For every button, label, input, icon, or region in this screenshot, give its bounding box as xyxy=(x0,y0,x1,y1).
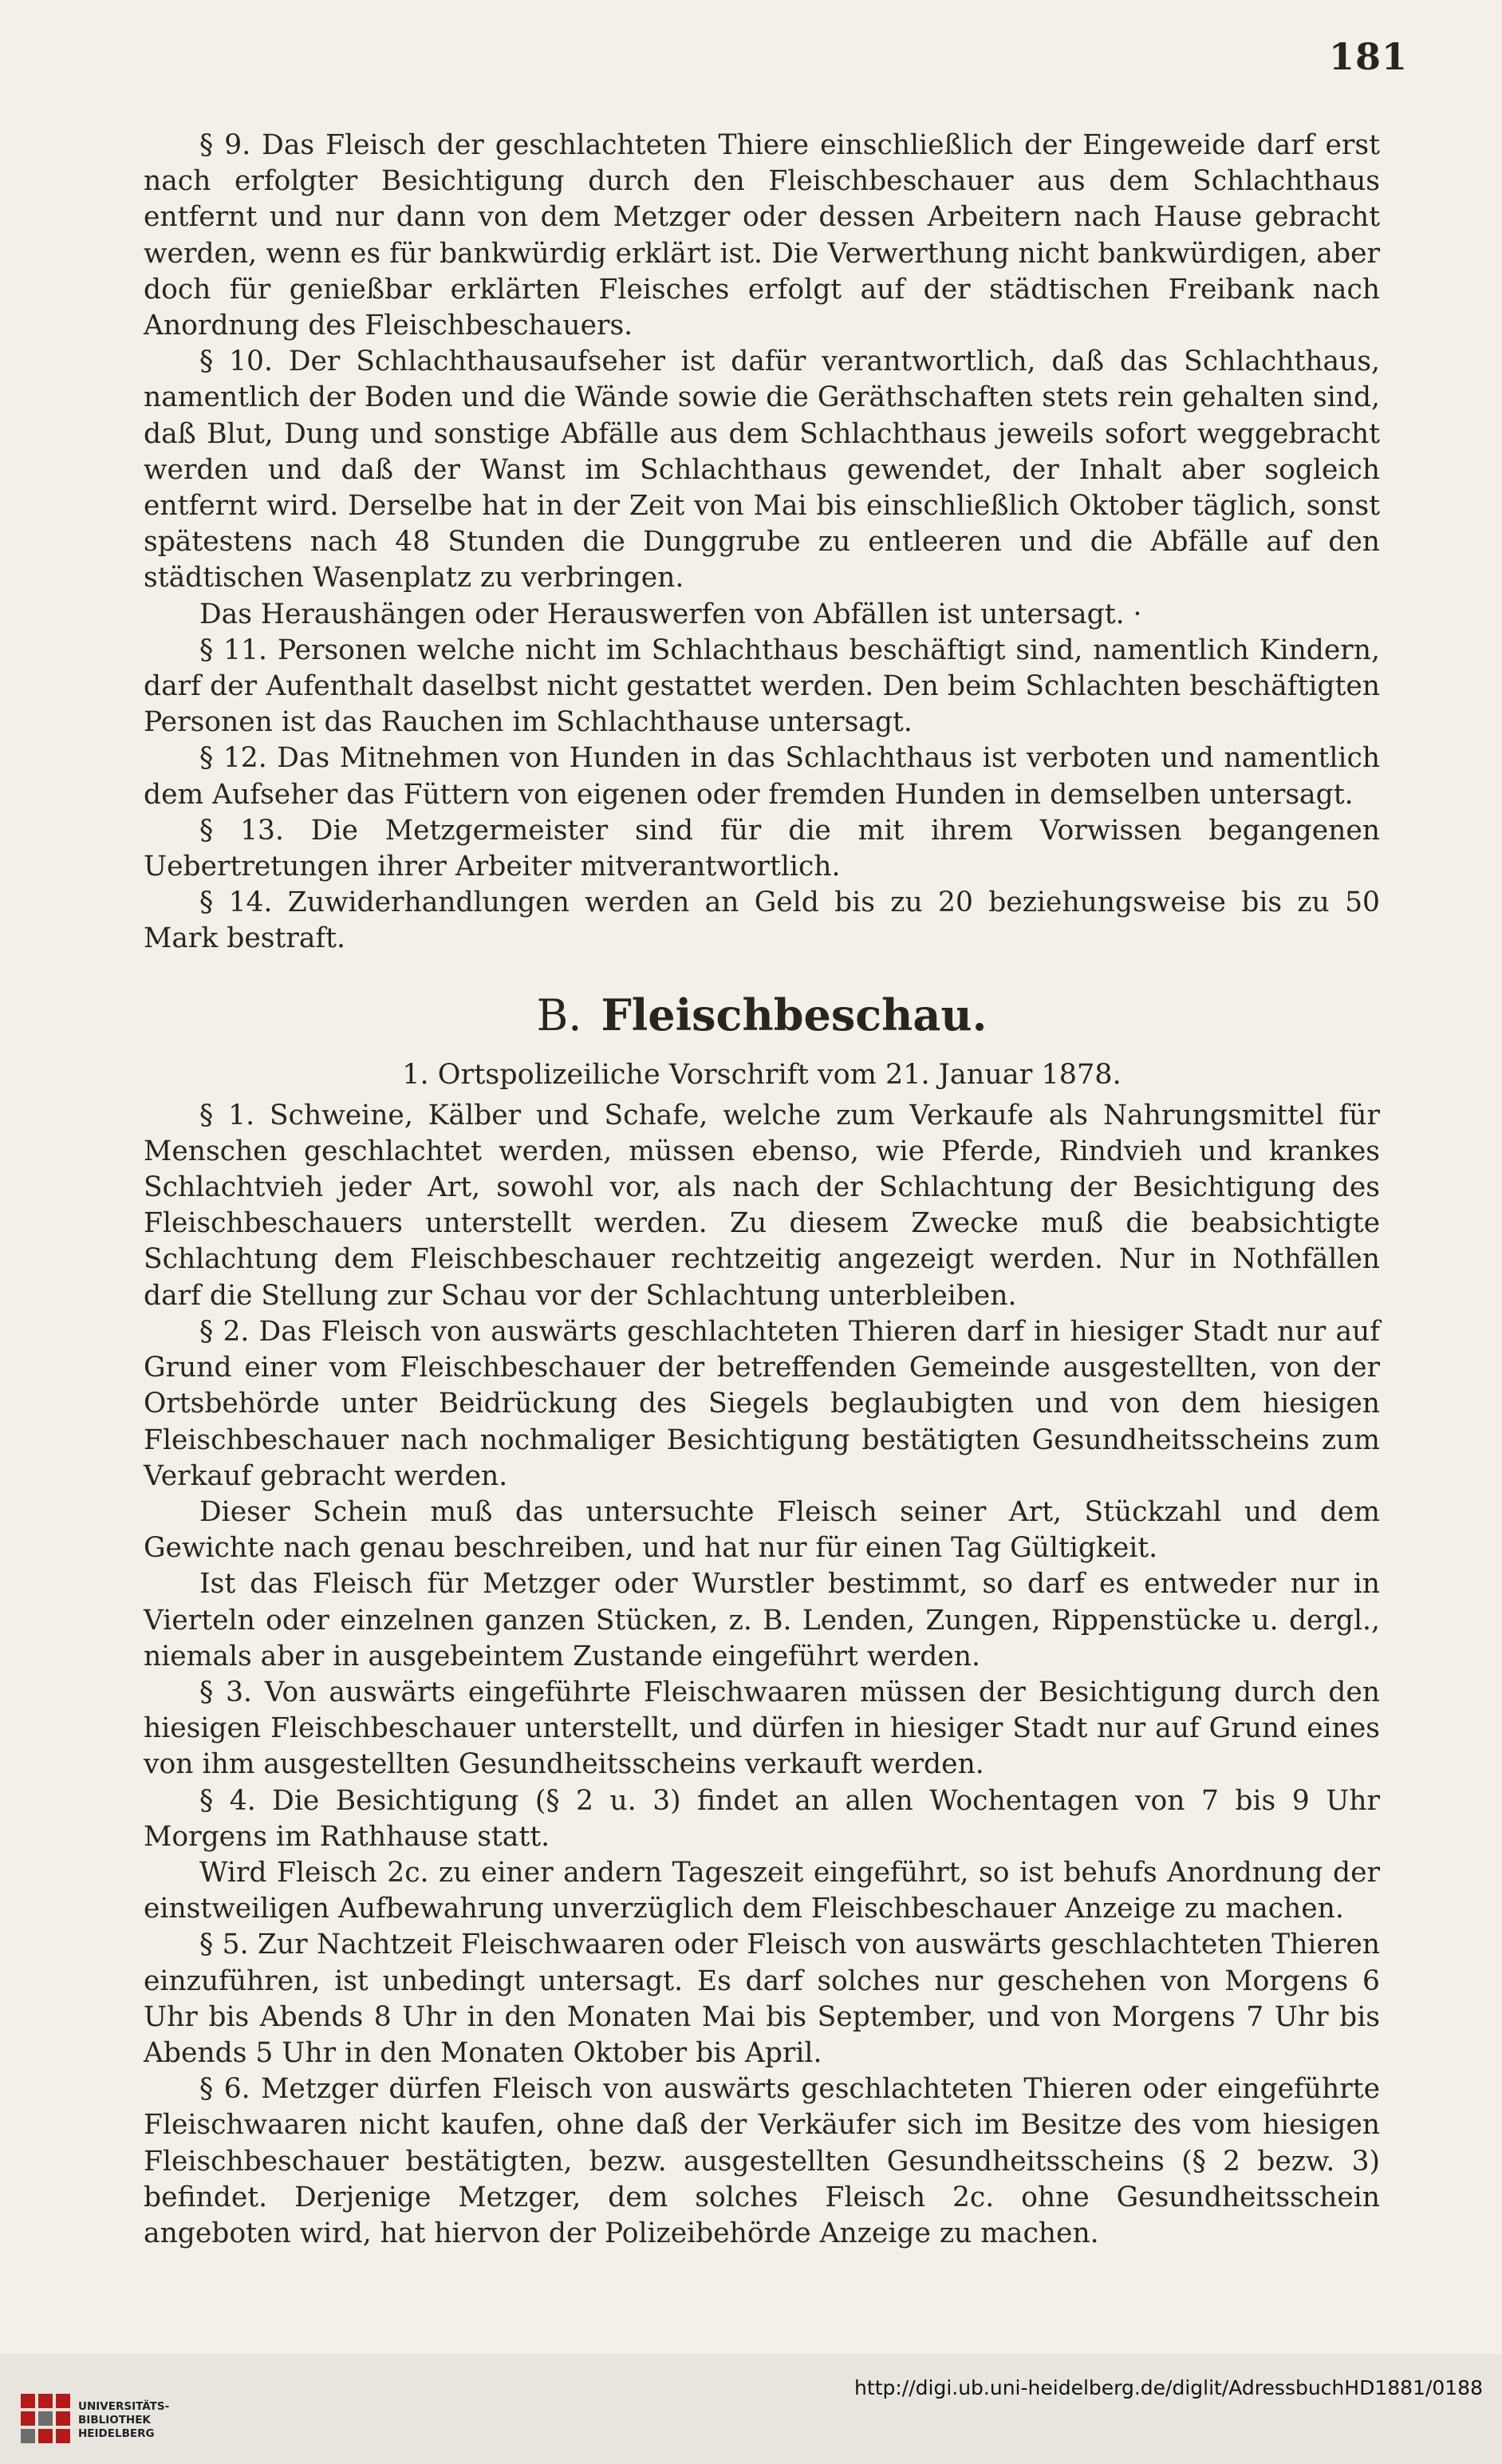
paragraph-section-9: § 9. Das Fleisch der geschlachteten Thiere einschließlich der Eingeweide darf erst nach erfolgter Besichtigung durch den Fleischbeschauer aus dem Schlachthaus entfernt und nur dann von dem Metzger oder dessen Arbeitern nach Hause gebracht werden, wenn es für bankwürdig erklärt ist. Die Verwerthung nicht bankwürdigen, aber doch für genießbar erklärten Fleisches erfolgt auf der städtischen Freibank nach Anordnung des Fleischbeschauers. xyxy=(144,129,1380,342)
paragraph-b-section-2: § 2. Das Fleisch von auswärts geschlachteten Thieren darf in hiesiger Stadt nur auf Grund einer vom Fleischbeschauer der betreffenden Gemeinde ausgestellten, von der Ortsbehörde unter Beidrückung des Siegels beglaubigten und von dem hiesigen Fleischbeschauer nach nochmaliger Besichtigung bestätigten Gesundheitsscheins zum Verkauf gebracht werden. xyxy=(144,1315,1380,1492)
page-number: 181 xyxy=(1328,35,1408,78)
paragraph-b-section-6: § 6. Metzger dürfen Fleisch von auswärts geschlachteten Thieren oder eingeführte Fleischwaaren nicht kaufen, ohne daß der Verkäufer sich im Besitze des vom hiesigen Fleischbeschauer bestätigten, bezw. ausgestellten Gesundheitsscheins (§ 2 bezw. 3) befindet. Derjenige Metzger, dem solches Fleisch 2c. ohne Gesundheitsschein angeboten wird, hat hiervon der Polizeibehörde Anzeige zu machen. xyxy=(144,2073,1380,2249)
section-letter: B. xyxy=(536,989,582,1040)
paragraph-section-14: § 14. Zuwiderhandlungen werden an Geld bis zu 20 beziehungsweise bis zu 50 Mark bestraft. xyxy=(144,886,1380,955)
paragraph-section-13: § 13. Die Metzgermeister sind für die mit ihrem Vorwissen begangenen Uebertretungen ihrer Arbeiter mitverantwortlich. xyxy=(144,814,1380,883)
paragraph-b-section-3: § 3. Von auswärts eingeführte Fleischwaaren müssen der Besichtigung durch den hiesigen Fleischbeschauer unterstellt, und dürfen in hiesiger Stadt nur auf Grund eines von ihm ausgestellten Gesundheitsscheins verkauft werden. xyxy=(144,1676,1380,1781)
paragraph-b-section-2-wurstler: Ist das Fleisch für Metzger oder Wurstler bestimmt, so darf es entweder nur in Vierteln oder einzelnen ganzen Stücken, z. B. Lenden, Zungen, Rippenstücke u. dergl., niemals aber in ausgebeintem Zustande eingeführt werden. xyxy=(144,1568,1380,1672)
section-heading xyxy=(144,991,1380,1040)
library-logo-text: UNIVERSITÄTS- BIBLIOTHEK HEIDELBERG xyxy=(78,2400,170,2440)
paragraph-b-section-4-continuation: Wird Fleisch 2c. zu einer andern Tageszeit eingeführt, so ist behufs Anordnung der einstweiligen Aufbewahrung unverzüglich dem Fleischbeschauer Anzeige zu machen. xyxy=(144,1856,1380,1925)
source-url[interactable]: http://digi.ub.uni-heidelberg.de/diglit/AdressbuchHD1881/0188 xyxy=(854,2376,1483,2399)
paragraph-b-section-2-schein: Dieser Schein muß das untersuchte Fleisch seiner Art, Stückzahl und dem Gewichte nach genau beschreiben, und hat nur für einen Tag Gültigkeit. xyxy=(144,1495,1380,1565)
document-body xyxy=(144,128,1380,2252)
ordinance-title: 1. Ortspolizeiliche Vorschrift vom 21. Januar 1878. xyxy=(402,1058,1122,1091)
paragraph-b-section-5: § 5. Zur Nachtzeit Fleischwaaren oder Fleisch von auswärts geschlachteten Thieren einzuführen, ist unbedingt untersagt. Es darf solches nur geschehen von Morgens 6 Uhr bis Abends 8 Uhr in den Monaten Mai bis September, und von Morgens 7 Uhr bis Abends 5 Uhr in den Monaten Oktober bis April. xyxy=(144,1929,1380,2069)
paragraph-section-10-continuation: Das Heraushängen oder Herauswerfen von Abfällen ist untersagt. · xyxy=(199,598,1142,630)
paragraph-section-11: § 11. Personen welche nicht im Schlachthaus beschäftigt sind, namentlich Kindern, darf der Aufenthalt daselbst nicht gestattet werden. Den beim Schlachten beschäftigten Personen ist das Rauchen im Schlachthause untersagt. xyxy=(144,634,1380,739)
paragraph-section-12: § 12. Das Mitnehmen von Hunden in das Schlachthaus ist verboten und namentlich dem Aufseher das Füttern von eigenen oder fremden Hunden in demselben untersagt. xyxy=(144,742,1380,811)
footer-bar xyxy=(0,2354,1502,2464)
paragraph-b-section-4: § 4. Die Besichtigung (§ 2 u. 3) findet an allen Wochentagen von 7 bis 9 Uhr Morgens im Rathhause statt. xyxy=(144,1784,1380,1853)
paragraph-b-section-1: § 1. Schweine, Kälber und Schafe, welche zum Verkaufe als Nahrungsmittel für Menschen geschlachtet werden, müssen ebenso, wie Pferde, Rindvieh und krankes Schlachtvieh jeder Art, sowohl vor, als nach der Schlachtung der Besichtigung des Fleischbeschauers unterstellt werden. Zu diesem Zwecke muß die beabsichtigte Schlachtung dem Fleischbeschauer rechtzeitig angezeigt werden. Nur in Nothfällen darf die Stellung zur Schau vor der Schlachtung unterbleiben. xyxy=(144,1099,1380,1312)
paragraph-section-10: § 10. Der Schlachthausaufseher ist dafür verantwortlich, daß das Schlachthaus, namentlich der Boden und die Wände sowie die Geräthschaften stets rein gehalten sind, daß Blut, Dung und sonstige Abfälle aus dem Schlachthaus jeweils sofort weggebracht werden und daß der Wanst im Schlachthaus gewendet, der Inhalt aber sogleich entfernt wird. Derselbe hat in der Zeit von Mai bis einschließlich Oktober täglich, sonst spätestens nach 48 Stunden die Dunggrube zu entleeren und die Abfälle auf den städtischen Wasenplatz zu verbringen. xyxy=(144,346,1380,594)
section-title: Fleischbeschau. xyxy=(601,989,988,1040)
